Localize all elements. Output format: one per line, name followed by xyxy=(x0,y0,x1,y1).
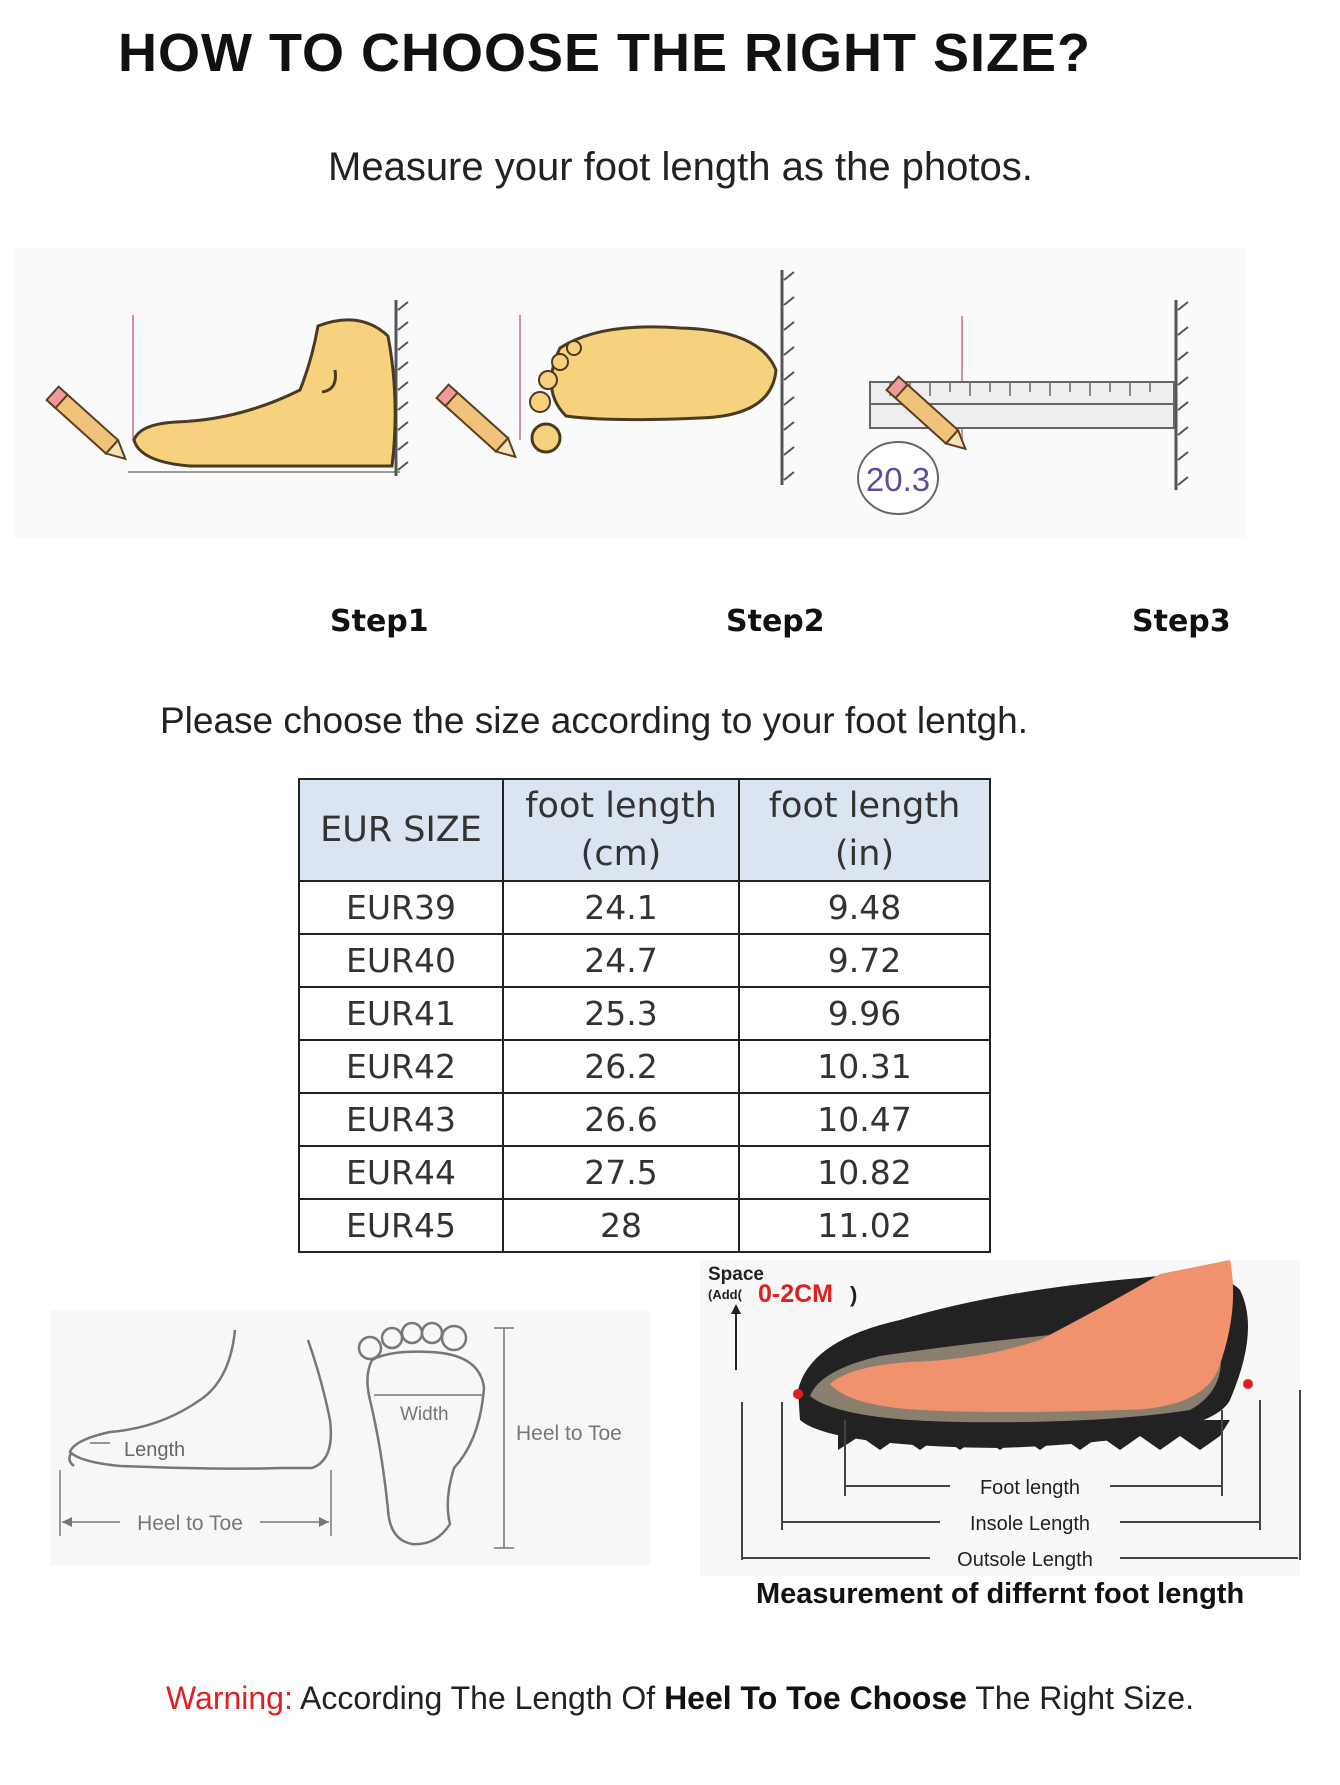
cell-cm: 28 xyxy=(503,1199,739,1252)
cell-eur: EUR43 xyxy=(299,1093,503,1146)
warning-note xyxy=(166,1680,1194,1717)
header-cm-line2: (cm) xyxy=(580,834,662,874)
cell-eur: EUR41 xyxy=(299,987,503,1040)
heel-to-toe-top-label: Heel to Toe xyxy=(516,1422,622,1445)
width-label: Width xyxy=(400,1404,449,1425)
table-header-row xyxy=(299,779,990,881)
space-label: Space xyxy=(708,1264,764,1285)
header-cm-line1: foot length xyxy=(525,786,717,826)
header-in-line1: foot length xyxy=(768,786,961,826)
cell-eur: EUR40 xyxy=(299,934,503,987)
table-row xyxy=(299,1093,990,1146)
table-row xyxy=(299,1146,990,1199)
heel-to-toe-side-label: Heel to Toe xyxy=(137,1512,243,1535)
table-row xyxy=(299,987,990,1040)
warning-text-1: According The Length Of xyxy=(299,1680,656,1716)
length-label: Length xyxy=(124,1439,186,1461)
cell-cm: 25.3 xyxy=(503,987,739,1040)
size-instruction: Please choose the size according to your foot lentgh. xyxy=(160,700,1028,741)
table-row xyxy=(299,934,990,987)
cell-in: 11.02 xyxy=(739,1199,990,1252)
cell-in: 10.31 xyxy=(739,1040,990,1093)
add-prefix: (Add( xyxy=(708,1287,742,1302)
cell-cm: 24.7 xyxy=(503,934,739,987)
page-subtitle: Measure your foot length as the photos. xyxy=(328,145,1033,189)
step3-label: Step3 xyxy=(1132,604,1231,639)
size-table xyxy=(298,778,991,1253)
add-suffix: ) xyxy=(850,1282,858,1307)
table-row xyxy=(299,881,990,934)
cell-eur: EUR39 xyxy=(299,881,503,934)
cell-eur: EUR44 xyxy=(299,1146,503,1199)
cell-in: 9.96 xyxy=(739,987,990,1040)
measurement-caption: Measurement of differnt foot length xyxy=(756,1578,1245,1610)
cell-cm: 27.5 xyxy=(503,1146,739,1199)
page-title: HOW TO CHOOSE THE RIGHT SIZE? xyxy=(118,23,1092,83)
warning-text-2: The Right Size. xyxy=(975,1680,1194,1716)
outsole-length-label: Outsole Length xyxy=(957,1549,1093,1571)
header-in-line2: (in) xyxy=(834,834,895,874)
cell-cm: 26.2 xyxy=(503,1040,739,1093)
header-eur-size: EUR SIZE xyxy=(299,779,503,881)
cell-in: 9.72 xyxy=(739,934,990,987)
header-foot-length-in xyxy=(739,779,990,881)
step1-label: Step1 xyxy=(330,604,429,639)
cell-in: 9.48 xyxy=(739,881,990,934)
cell-eur: EUR42 xyxy=(299,1040,503,1093)
table-row xyxy=(299,1040,990,1093)
cell-eur: EUR45 xyxy=(299,1199,503,1252)
table-row xyxy=(299,1199,990,1252)
insole-length-label: Insole Length xyxy=(969,1513,1091,1535)
foot-length-label: Foot length xyxy=(979,1477,1081,1499)
warning-bold-text: Heel To Toe Choose xyxy=(664,1680,967,1716)
measure-steps-illustration xyxy=(0,240,1340,570)
cell-in: 10.47 xyxy=(739,1093,990,1146)
foot-outline-diagram xyxy=(50,1300,660,1570)
cell-cm: 24.1 xyxy=(503,881,739,934)
add-value: 0-2CM xyxy=(758,1280,834,1308)
cell-cm: 26.6 xyxy=(503,1093,739,1146)
cell-in: 10.82 xyxy=(739,1146,990,1199)
warning-label: Warning: xyxy=(166,1680,293,1716)
shoe-measurement-diagram xyxy=(700,1260,1310,1580)
step2-label: Step2 xyxy=(726,604,825,639)
header-foot-length-cm xyxy=(503,779,739,881)
ruler-reading: 20.3 xyxy=(865,461,931,498)
